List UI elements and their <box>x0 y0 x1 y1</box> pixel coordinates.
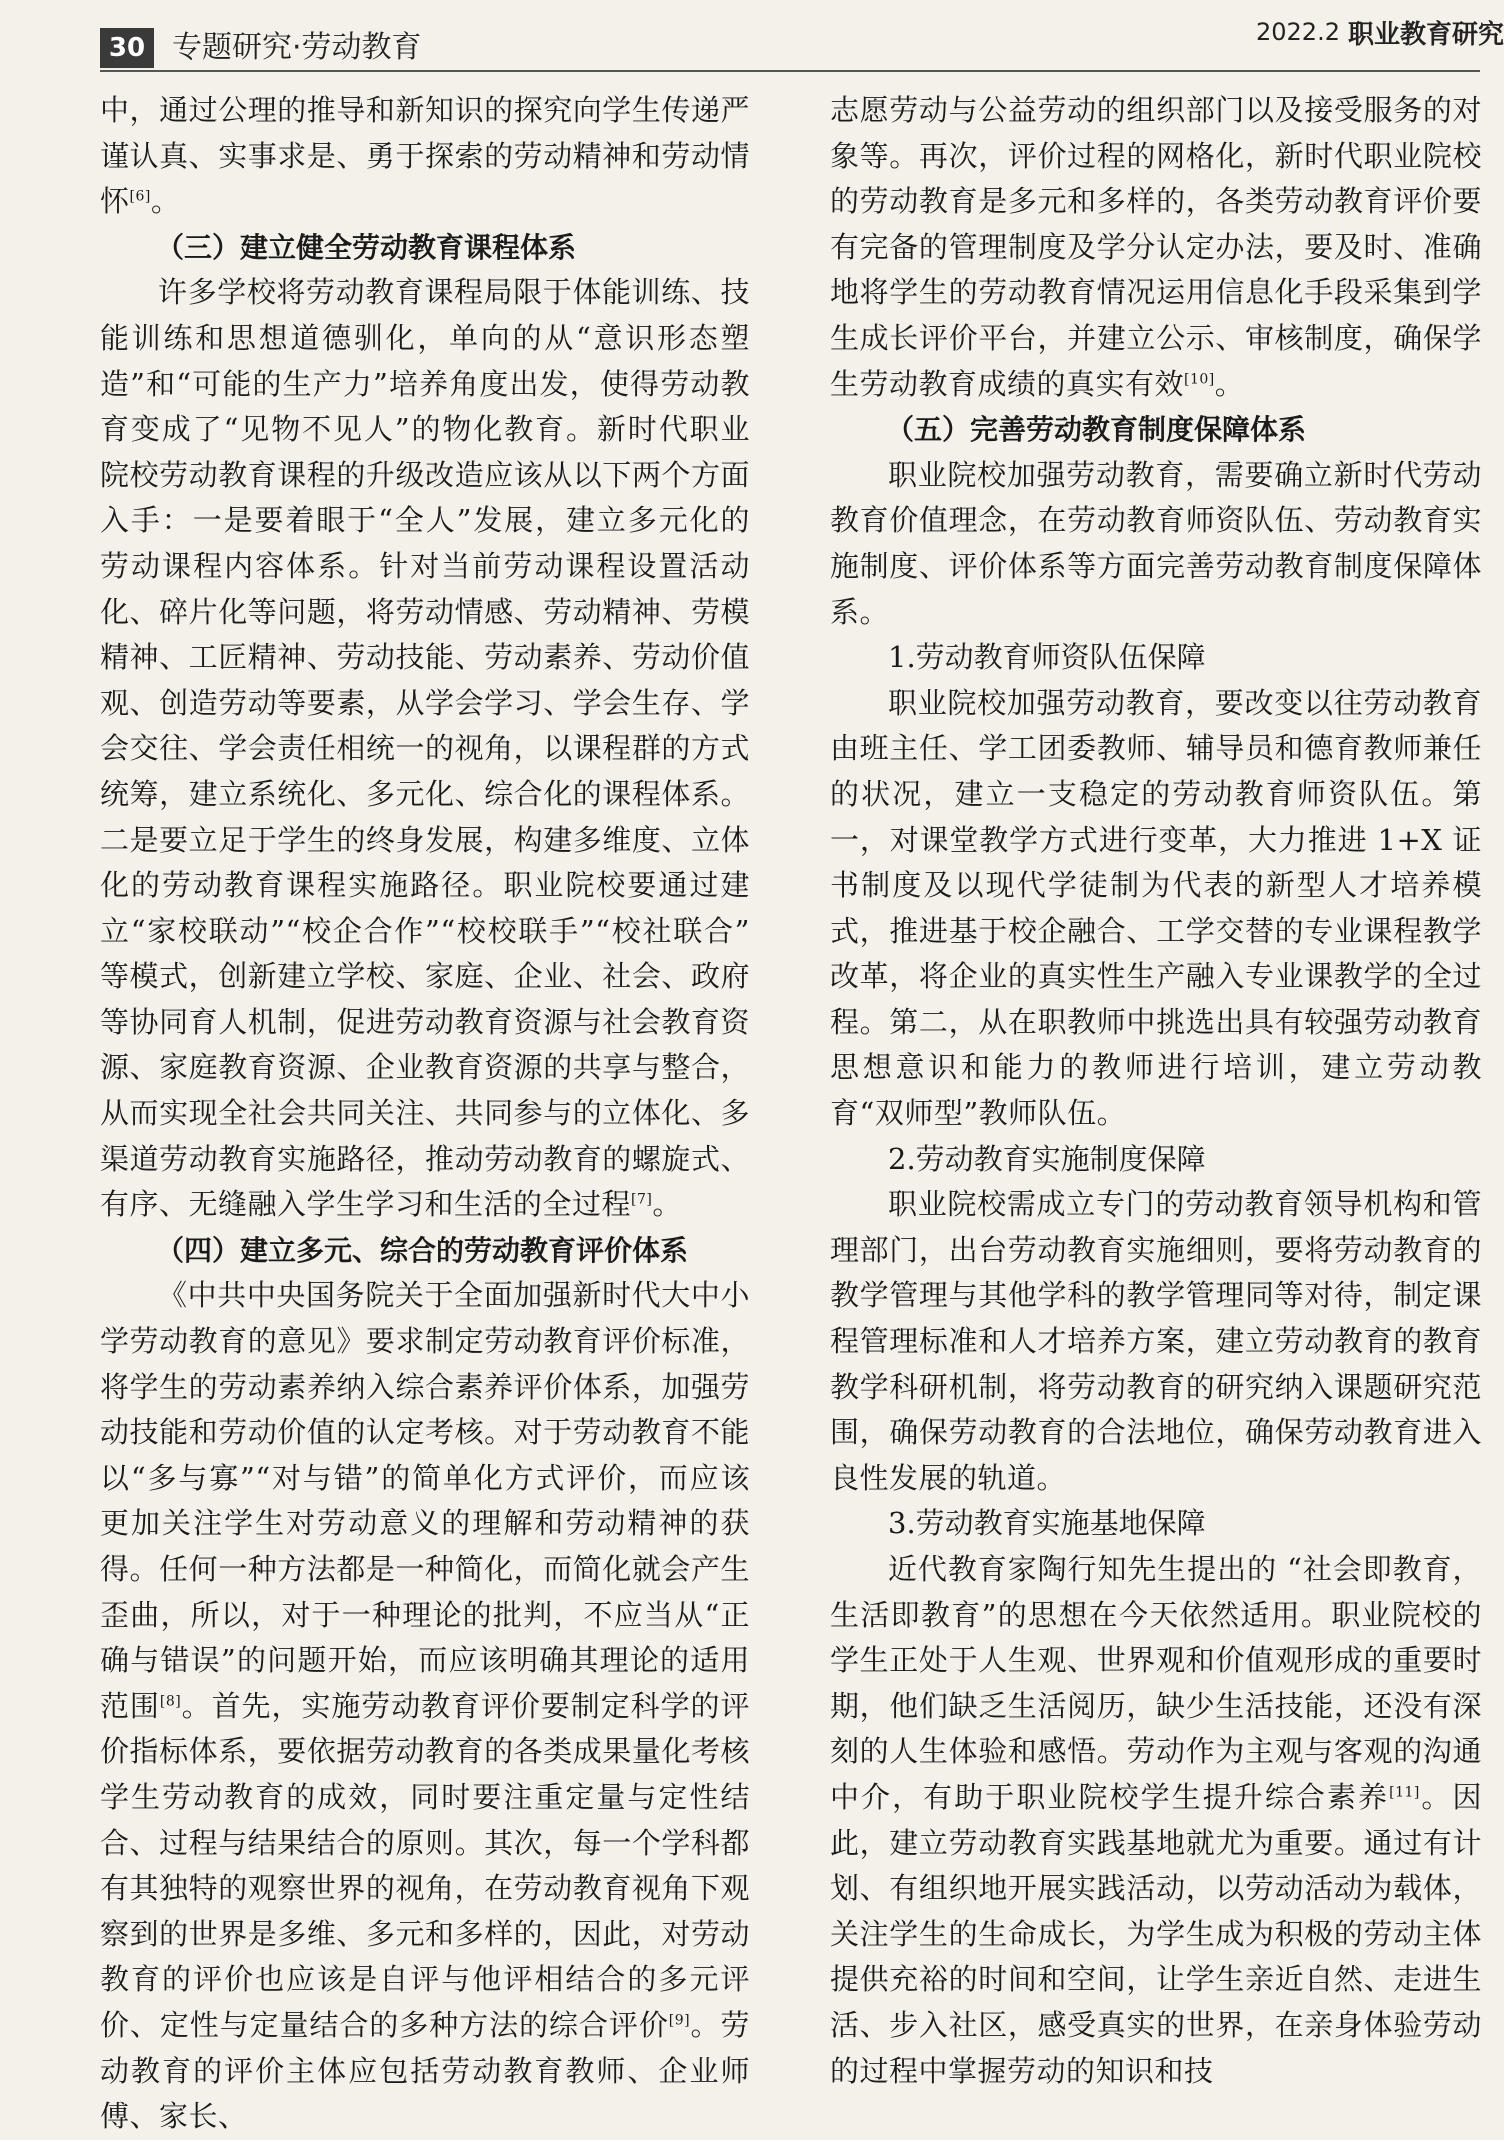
paragraph: 职业院校加强劳动教育，要改变以往劳动教育由班主任、学工团委教师、辅导员和德育教师兼任的状况，建立一支稳定的劳动教育师资队伍。第一，对课堂教学方式进行变革，大力推进 1+X 证书制度及以现代学徒制为代表的新型人才培养模式，推进基于校企融合、工学交替的专业课程教学改革，将企业的真实性生产融入专业课教学的全过程。第二，从在职教师中挑选出具有较强劳动教育思想意识和能力的教师进行培训，建立劳动教育“双师型”教师队伍。 <box>830 685 1482 1131</box>
paragraph: 中，通过公理的推导和新知识的探究向学生传递严谨认真、实事求是、勇于探索的劳动精神和劳动情怀[6]。 <box>100 93 750 219</box>
page-header <box>0 0 1504 78</box>
right-column <box>830 88 1482 2094</box>
citation: [9] <box>668 2012 691 2029</box>
section-heading-3: （三）建立健全劳动教育课程体系 <box>156 230 577 264</box>
citation: [11] <box>1389 1784 1420 1801</box>
citation: [7] <box>631 1191 653 1208</box>
paragraph: 志愿劳动与公益劳动的组织部门以及接受服务的对象等。再次，评价过程的网格化，新时代职业院校的劳动教育是多元和多样的，各类劳动教育评价要有完备的管理制度及学分认定办法，要及时、准确地将学生的劳动教育情况运用信息化手段采集到学生成长评价平台，并建立公示、审核制度，确保学生劳动教育成绩的真实有效[10]。 <box>830 93 1482 401</box>
subsection-heading-1: 1.劳动教育师资队伍保障 <box>888 640 1206 675</box>
page-number: 30 <box>100 28 154 68</box>
paragraph: 《中共中央国务院关于全面加强新时代大中小学劳动教育的意见》要求制定劳动教育评价标准，将学生的劳动素养纳入综合素养评价体系，加强劳动技能和劳动价值的认定考核。对于劳动教育不能以“多与寡”“对与错”的简单化方式评价，而应该更加关注学生对劳动意义的理解和劳动精神的获得。任何一种方法都是一种简化，而简化就会产生歪曲，所以，对于一种理论的批判，不应当从“正确与错误”的问题开始，而应该明确其理论的适用范围[8]。首先，实施劳动教育评价要制定科学的评价指标体系，要依据劳动教育的各类成果量化考核学生劳动教育的成效，同时要注重定量与定性结合、过程与结果结合的原则。其次，每一个学科都有其独特的观察世界的视角，在劳动教育视角下观察到的世界是多维、多元和多样的，因此，对劳动教育的评价也应该是自评与他评相结合的多元评价、定性与定量结合的多种方法的综合评价[9]。劳动教育的评价主体应包括劳动教育教师、企业师傅、家长、 <box>100 1278 750 2134</box>
issue-number: 2022.2 <box>1256 18 1340 46</box>
journal-title: 职业教育研究 <box>1348 20 1504 50</box>
header-rule <box>100 70 1480 72</box>
paragraph: 许多学校将劳动教育课程局限于体能训练、技能训练和思想道德驯化，单向的从“意识形态塑造”和“可能的生产力”培养角度出发，使得劳动教育变成了“见物不见人”的物化教育。新时代职业院校劳动教育课程的升级改造应该从以下两个方面入手：一是要着眼于“全人”发展，建立多元化的劳动课程内容体系。针对当前劳动课程设置活动化、碎片化等问题，将劳动情感、劳动精神、劳模精神、工匠精神、劳动技能、劳动素养、劳动价值观、创造劳动等要素，从学会学习、学会生存、学会交往、学会责任相统一的视角，以课程群的方式统筹，建立系统化、多元化、综合化的课程体系。二是要立足于学生的终身发展，构建多维度、立体化的劳动教育课程实施路径。职业院校要通过建立“家校联动”“校企合作”“校校联手”“校社联合” 等模式，创新建立学校、家庭、企业、社会、政府等协同育人机制，促进劳动教育资源与社会教育资源、家庭教育资源、企业教育资源的共享与整合，从而实现全社会共同关注、共同参与的立体化、多渠道劳动教育实施路径，推动劳动教育的螺旋式、有序、无缝融入学生学习和生活的全过程[7]。 <box>100 275 750 1222</box>
citation: [6] <box>129 188 151 205</box>
citation: [8] <box>159 1693 182 1710</box>
subsection-heading-3: 3.劳动教育实施基地保障 <box>888 1506 1206 1541</box>
subsection-heading-2: 2.劳动教育实施制度保障 <box>888 1141 1206 1176</box>
paragraph: 职业院校需成立专门的劳动教育领导机构和管理部门，出台劳动教育实施细则，要将劳动教育的教学管理与其他学科的教学管理同等对待，制定课程管理标准和人才培养方案，建立劳动教育的教育教学科研机制，将劳动教育的研究纳入课题研究范围，确保劳动教育的合法地位，确保劳动教育进入良性发展的轨道。 <box>830 1187 1482 1495</box>
paragraph: 近代教育家陶行知先生提出的 “社会即教育，生活即教育”的思想在今天依然适用。职业院校的学生正处于人生观、世界观和价值观形成的重要时期，他们缺乏生活阅历，缺少生活技能，还没有深刻的人生体验和感悟。劳动作为主观与客观的沟通中介，有助于职业院校学生提升综合素养[11]。因此，建立劳动教育实践基地就尤为重要。通过有计划、有组织地开展实践活动，以劳动活动为载体，关注学生的生命成长，为学生成为积极的劳动主体提供充裕的时间和空间，让学生亲近自然、走进生活、步入社区，感受真实的世界，在亲身体验劳动的过程中掌握劳动的知识和技 <box>830 1552 1482 2088</box>
citation: [10] <box>1184 370 1215 387</box>
paragraph: 职业院校加强劳动教育，需要确立新时代劳动教育价值理念，在劳动教育师资队伍、劳动教育实施制度、评价体系等方面完善劳动教育制度保障体系。 <box>830 457 1482 629</box>
left-column <box>100 88 750 2140</box>
section-heading-4: （四）建立多元、综合的劳动教育评价体系 <box>156 1233 689 1267</box>
section-title: 专题研究·劳动教育 <box>172 30 422 65</box>
section-heading-5: （五）完善劳动教育制度保障体系 <box>886 413 1307 447</box>
